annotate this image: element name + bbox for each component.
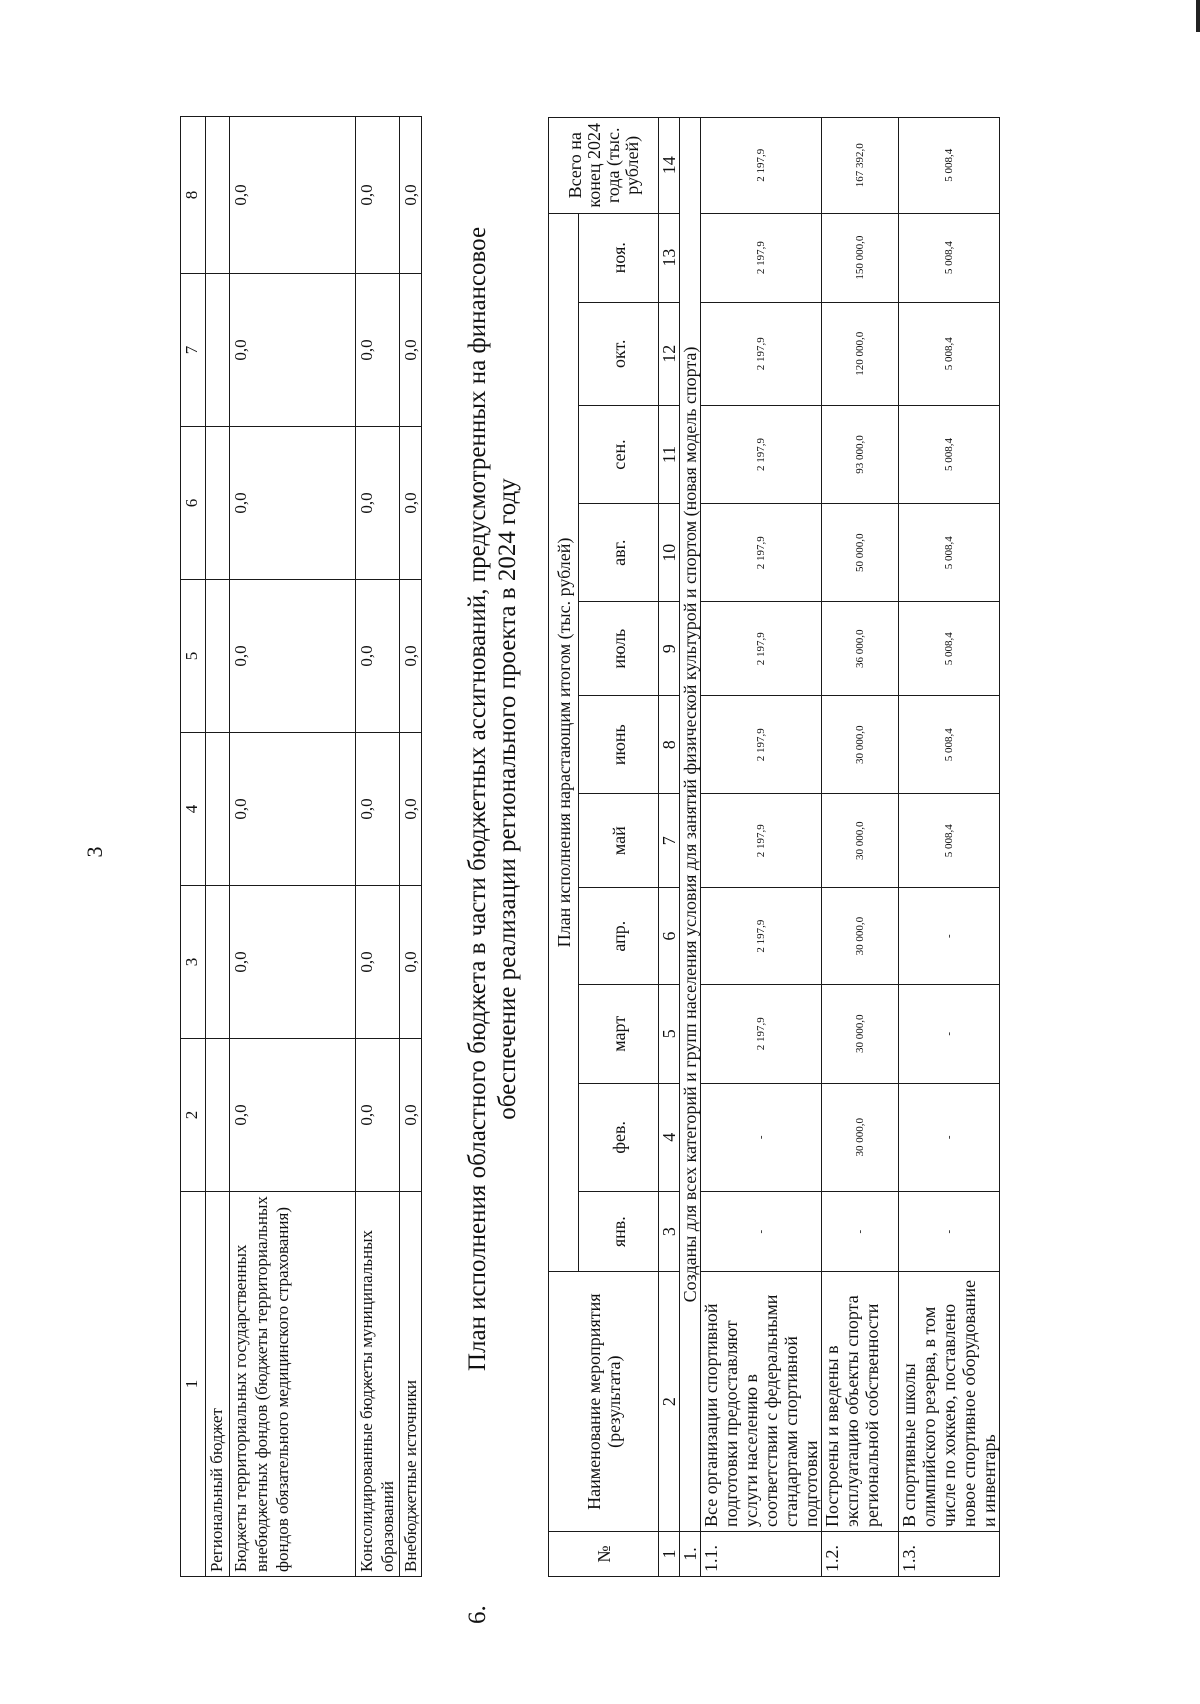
table1-header-cell: 7	[181, 274, 206, 427]
measure-value: 120 000,0	[822, 302, 899, 405]
table1-cell: 0,0	[400, 886, 422, 1039]
measure-value: 30 000,0	[822, 1083, 899, 1191]
table1-cell	[206, 1039, 230, 1192]
month-header: апр.	[579, 888, 659, 985]
table1-cell: 0,0	[356, 427, 400, 580]
table1-cell: 0,0	[356, 580, 400, 733]
measure-value: 30 000,0	[822, 794, 899, 888]
measure-name: В спортивные школы олимпийского резерва, в том числе по хоккею, поставлено новое спортивное оборудование и инвентарь	[899, 1272, 1000, 1532]
measure-value: 2 197,9	[701, 213, 822, 302]
table1-cell: 0,0	[230, 733, 356, 886]
measure-value: 5 008,4	[899, 302, 1000, 405]
column-number: 7	[659, 794, 680, 888]
column-number: 6	[659, 888, 680, 985]
column-number: 1	[659, 1531, 680, 1576]
month-header: авг.	[579, 504, 659, 602]
table1-cell: 0,0	[400, 117, 422, 274]
measure-value: -	[701, 1083, 822, 1191]
table1-row	[356, 117, 400, 1577]
table1-cell: 0,0	[356, 886, 400, 1039]
table1-header-cell: 6	[181, 427, 206, 580]
table1-row-label: Консолидированные бюджеты муниципальных образований	[356, 1192, 400, 1577]
table1-cell: 0,0	[356, 117, 400, 274]
measure-row	[899, 118, 1000, 1577]
month-header: сен.	[579, 405, 659, 504]
table1-header-row	[181, 117, 206, 1577]
section-number: 6.	[464, 1605, 491, 1624]
column-number: 2	[659, 1272, 680, 1532]
measure-value: -	[899, 1191, 1000, 1271]
measure-value: -	[899, 888, 1000, 985]
measure-value: 36 000,0	[822, 602, 899, 696]
budget-plan-table	[548, 117, 1000, 1577]
table1-cell	[206, 580, 230, 733]
table1-row	[230, 117, 356, 1577]
table1-header-cell: 3	[181, 886, 206, 1039]
measure-total: 167 392,0	[822, 118, 899, 214]
table1-cell	[206, 427, 230, 580]
table1-cell: 0,0	[400, 733, 422, 886]
table1-cell: 0,0	[400, 580, 422, 733]
column-number: 5	[659, 984, 680, 1083]
measure-value: 2 197,9	[701, 888, 822, 985]
table1-cell	[206, 886, 230, 1039]
column-number: 13	[659, 213, 680, 302]
table1-row-label: Внебюджетные источники	[400, 1192, 422, 1577]
column-number: 10	[659, 504, 680, 602]
column-number: 11	[659, 405, 680, 504]
table1-cell: 0,0	[230, 580, 356, 733]
month-header: фев.	[579, 1083, 659, 1191]
table1-cell: 0,0	[230, 427, 356, 580]
month-header: май	[579, 794, 659, 888]
table1-cell: 0,0	[230, 886, 356, 1039]
measure-value: 2 197,9	[701, 696, 822, 794]
table1-header-cell: 5	[181, 580, 206, 733]
table1-cell: 0,0	[400, 427, 422, 580]
measure-value: 30 000,0	[822, 984, 899, 1083]
measure-value: 5 008,4	[899, 602, 1000, 696]
table1-header-cell: 8	[181, 117, 206, 274]
table1-row-label: Бюджеты территориальных государственных внебюджетных фондов (бюджеты территориальных фондов обязательного медицинского страхования)	[230, 1192, 356, 1577]
month-header: март	[579, 984, 659, 1083]
measure-value: 93 000,0	[822, 405, 899, 504]
month-header: июль	[579, 602, 659, 696]
table1-row-label: Региональный бюджет	[206, 1192, 230, 1577]
table1-cell: 0,0	[400, 1039, 422, 1192]
table1-cell	[206, 733, 230, 886]
measure-value: 2 197,9	[701, 504, 822, 602]
month-header: окт.	[579, 302, 659, 405]
measure-value: 50 000,0	[822, 504, 899, 602]
measure-value: 5 008,4	[899, 213, 1000, 302]
measure-value: -	[899, 1083, 1000, 1191]
measure-value: 150 000,0	[822, 213, 899, 302]
table1-row	[400, 117, 422, 1577]
column-number: 14	[659, 118, 680, 214]
measure-value: 5 008,4	[899, 794, 1000, 888]
table1-cell	[206, 117, 230, 274]
measure-name: Все организации спортивной подготовки предоставляют услуги населению в соответствии с федеральными стандартами спортивной подготовки	[701, 1272, 822, 1532]
measure-value: 5 008,4	[899, 405, 1000, 504]
measure-value: -	[899, 984, 1000, 1083]
column-number: 9	[659, 602, 680, 696]
measure-total: 5 008,4	[899, 118, 1000, 214]
measure-value: 2 197,9	[701, 984, 822, 1083]
measure-value: 2 197,9	[701, 794, 822, 888]
measure-value: -	[701, 1191, 822, 1271]
section-row-text: Созданы для всех категорий и групп населения условия для занятий физической культурой и спортом (новая модель спорта)	[680, 118, 701, 1532]
table1-cell	[206, 274, 230, 427]
table1-header-cell: 2	[181, 1039, 206, 1192]
measure-value: 30 000,0	[822, 696, 899, 794]
section-heading	[463, 134, 523, 1624]
measure-no: 1.3.	[899, 1531, 1000, 1576]
header-total: Всего на конец 2024 года (тыс. рублей)	[549, 118, 659, 214]
measure-no: 1.1.	[701, 1531, 822, 1576]
header-plan: План исполнения нарастающим итогом (тыс. рублей)	[549, 213, 579, 1272]
table1-row	[206, 117, 230, 1577]
column-number: 3	[659, 1191, 680, 1271]
section-title-line-2: обеспечение реализации регионального проекта в 2024 году	[494, 478, 521, 1120]
table1-cell: 0,0	[356, 274, 400, 427]
month-header: июнь	[579, 696, 659, 794]
measure-no: 1.2.	[822, 1531, 899, 1576]
page-number: 3	[82, 846, 107, 858]
table1-header-cell: 1	[181, 1192, 206, 1577]
funding-sources-table	[180, 116, 422, 1577]
column-number: 8	[659, 696, 680, 794]
table1-cell: 0,0	[230, 117, 356, 274]
column-number: 12	[659, 302, 680, 405]
measure-value: 2 197,9	[701, 302, 822, 405]
measure-name: Построены и введены в эксплуатацию объекты спорта региональной собственности	[822, 1272, 899, 1532]
table1-cell: 0,0	[230, 274, 356, 427]
table1-cell: 0,0	[230, 1039, 356, 1192]
table1-cell: 0,0	[356, 1039, 400, 1192]
measure-value: -	[822, 1191, 899, 1271]
section-row-no: 1.	[680, 1531, 701, 1576]
measure-total: 2 197,9	[701, 118, 822, 214]
column-numbers-row	[659, 118, 680, 1577]
section-title-line-1: План исполнения областного бюджета в части бюджетных ассигнований, предусмотренных на финансовое	[464, 226, 491, 1372]
measure-value: 5 008,4	[899, 504, 1000, 602]
column-number: 4	[659, 1083, 680, 1191]
header-name: Наименование мероприятия (результата)	[549, 1272, 659, 1532]
measure-row	[822, 118, 899, 1577]
measure-value: 2 197,9	[701, 405, 822, 504]
table1-cell: 0,0	[356, 733, 400, 886]
measure-value: 5 008,4	[899, 696, 1000, 794]
measure-value: 30 000,0	[822, 888, 899, 985]
header-no: №	[549, 1531, 659, 1576]
table1-cell: 0,0	[400, 274, 422, 427]
month-header: ноя.	[579, 213, 659, 302]
table1-header-cell: 4	[181, 733, 206, 886]
measure-row	[701, 118, 822, 1577]
measure-value: 2 197,9	[701, 602, 822, 696]
month-header: янв.	[579, 1191, 659, 1271]
